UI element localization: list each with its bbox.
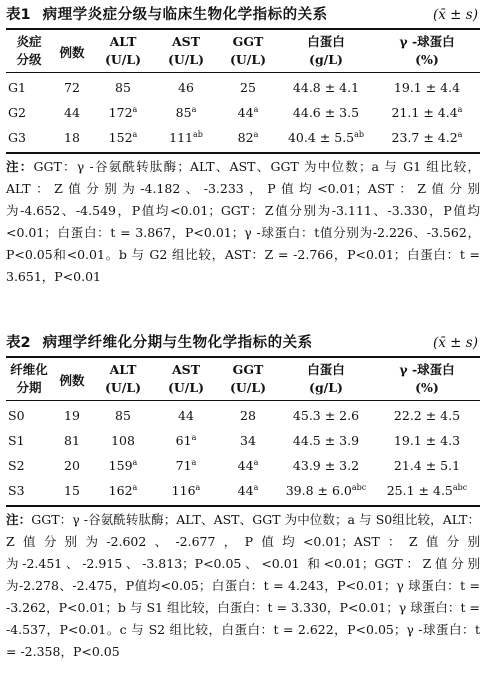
globulin-cell: 23.7 ± 4.2$^a$: [391, 130, 463, 145]
table2-block: [6, 332, 480, 663]
table2-col-stage-2: 分期: [16, 380, 42, 395]
count-cell: 15: [64, 483, 80, 498]
count-cell: 19: [64, 408, 80, 423]
table2: [6, 358, 480, 505]
table1-footnote: [6, 154, 480, 288]
table1-header: [6, 30, 480, 73]
table2-footnote: [6, 507, 480, 663]
table1-unit-alt: (U/L): [104, 52, 142, 67]
count-cell: 81: [64, 433, 80, 448]
table1: [6, 30, 480, 152]
table2-col-ast: AST: [171, 362, 201, 377]
globulin-cell: 21.1 ± 4.4$^a$: [391, 105, 463, 120]
table1-col-grade-2: 分级: [16, 52, 42, 67]
grade-cell: G2: [8, 105, 26, 120]
count-cell: 44: [64, 105, 80, 120]
ggt-cell: 44$^a$: [237, 458, 259, 473]
table1-col-grade: 炎症: [16, 34, 42, 49]
ast-cell: 44: [178, 408, 194, 423]
table2-unit-alt: (U/L): [104, 380, 142, 395]
ggt-cell: 34: [240, 433, 256, 448]
globulin-cell: 19.1 ± 4.3: [393, 433, 461, 448]
alt-cell: 85: [115, 80, 131, 95]
globulin-cell: 25.1 ± 4.5$^{abc}$: [386, 483, 468, 498]
stage-cell: S1: [8, 433, 25, 448]
table-row: [6, 125, 480, 152]
table-row: [6, 73, 480, 101]
ggt-cell: 28: [240, 408, 256, 423]
table2-title: 病理学纤维化分期与生物化学指标的关系: [42, 334, 313, 351]
table2-col-albumin: 白蛋白: [307, 362, 345, 377]
alt-cell: 162$^a$: [108, 483, 138, 498]
table2-col-stage: 纤维化: [10, 362, 48, 377]
table2-body: [6, 401, 480, 506]
table-row: [6, 100, 480, 125]
table2-col-count: 例数: [59, 372, 85, 388]
albumin-cell: 44.6 ± 3.5: [292, 105, 360, 120]
albumin-cell: 43.9 ± 3.2: [292, 458, 360, 473]
table-row: [6, 478, 480, 505]
table2-note-text: GGT：γ -谷氨酰转肽酶；ALT、AST、GGT 为中位数；a 与 S0组比较，ALT：Z值分别为-2.602、-2.677，P值均<0.01；AST：Z值分别为-2.451、-2.915、-3.813；P<0.05、<0.01 和<0.01；GGT：Z值分别为-2.278、-2.475，P值均<0.05；白蛋白：t = 4.243，P<0.01；γ 球蛋白：t = -3.262，P<0.01；b 与 S1 组比较，白蛋白：t = 3.330，P<0.01；γ 球蛋白：t = -4.537，P<0.01。c 与 S2 组比较，白蛋白：t = 2.622，P<0.05；γ -球蛋白：t = -2.358，P<0.05: [6, 512, 480, 659]
alt-cell: 152$^a$: [108, 130, 138, 145]
albumin-cell: 45.3 ± 2.6: [292, 408, 360, 423]
table1-col-alt: ALT: [109, 34, 137, 49]
table-row: [6, 401, 480, 429]
table2-stat-label: (x̄ ± s): [433, 335, 478, 351]
count-cell: 72: [64, 80, 80, 95]
table1-unit-ggt: (U/L): [229, 52, 267, 67]
alt-cell: 85: [115, 408, 131, 423]
grade-cell: G3: [8, 130, 26, 145]
table1-caption: [6, 4, 480, 28]
table2-unit-globulin: (%): [415, 380, 439, 395]
ast-cell: 85$^a$: [175, 105, 197, 120]
ast-cell: $111^{ab}$: [169, 130, 203, 145]
table2-number: 表2: [6, 335, 31, 351]
table-row: [6, 428, 480, 453]
table1-col-albumin: 白蛋白: [307, 34, 345, 49]
table1-unit-albumin: (g/L): [309, 52, 343, 67]
table1-block: [6, 4, 480, 288]
ggt-cell: 82$^a$: [237, 130, 259, 145]
ast-cell: 61$^a$: [175, 433, 197, 448]
table1-unit-ast: (U/L): [167, 52, 205, 67]
ast-cell: 71$^a$: [175, 458, 197, 473]
albumin-cell: 40.4 ± 5.5$^{ab}$: [287, 130, 365, 145]
table2-unit-albumin: (g/L): [309, 380, 343, 395]
table2-header-row: [6, 358, 480, 379]
table1-unit-globulin: (%): [415, 52, 439, 67]
globulin-cell: 21.4 ± 5.1: [393, 458, 461, 473]
table2-col-globulin: γ -球蛋白: [399, 362, 455, 377]
table1-note-text: GGT：γ -谷氨酰转肽酶；ALT、AST、GGT 为中位数；a 与 G1 组比较，ALT：Z值分别为-4.182、-3.233，P值均<0.01；AST：Z值分别为-4.652、-4.549，P值均<0.01；GGT：Z值分别为-3.111、-3.330，P值均<0.01；白蛋白：t = 3.867，P<0.01；γ -球蛋白：t值分别为-2.226、-3.562，P<0.05和<0.01。b 与 G2 组比较，AST：Z = -2.766，P<0.01；白蛋白：t = 3.651，P<0.01: [6, 159, 480, 284]
stage-cell: S2: [8, 458, 25, 473]
table1-number: 表1: [6, 7, 31, 23]
table2-col-alt: ALT: [109, 362, 137, 377]
alt-cell: 108: [111, 433, 135, 448]
ast-cell: 46: [178, 80, 194, 95]
ggt-cell: 44$^a$: [237, 105, 259, 120]
table1-header-row: [6, 30, 480, 51]
alt-cell: 172$^a$: [108, 105, 138, 120]
stage-cell: S3: [8, 483, 25, 498]
ast-cell: 116$^a$: [171, 483, 201, 498]
table2-unit-ggt: (U/L): [229, 380, 267, 395]
grade-cell: G1: [8, 80, 26, 95]
globulin-cell: 22.2 ± 4.5: [393, 408, 461, 423]
alt-cell: 159$^a$: [108, 458, 138, 473]
table1-col-count: 例数: [59, 44, 85, 60]
table1-title: 病理学炎症分级与临床生物化学指标的关系: [42, 6, 328, 23]
albumin-cell: 44.8 ± 4.1: [292, 80, 360, 95]
count-cell: 18: [64, 130, 80, 145]
table1-stat-label: (x̄ ± s): [433, 7, 478, 23]
table1-body: [6, 73, 480, 153]
ggt-cell: 44$^a$: [237, 483, 259, 498]
table1-col-ast: AST: [171, 34, 201, 49]
albumin-cell: 39.8 ± 6.0$^{abc}$: [285, 483, 367, 498]
count-cell: 20: [64, 458, 80, 473]
table1-note-label: 注：: [6, 159, 34, 174]
stage-cell: S0: [8, 408, 25, 423]
albumin-cell: 44.5 ± 3.9: [292, 433, 360, 448]
table1-col-globulin: γ -球蛋白: [399, 34, 455, 49]
ggt-cell: 25: [240, 80, 256, 95]
table2-caption: [6, 332, 480, 356]
globulin-cell: 19.1 ± 4.4: [393, 80, 461, 95]
table2-unit-ast: (U/L): [167, 380, 205, 395]
table2-header: [6, 358, 480, 401]
table2-col-ggt: GGT: [232, 362, 264, 377]
table-row: [6, 453, 480, 478]
table2-note-label: 注：: [6, 512, 32, 527]
table1-col-ggt: GGT: [232, 34, 264, 49]
